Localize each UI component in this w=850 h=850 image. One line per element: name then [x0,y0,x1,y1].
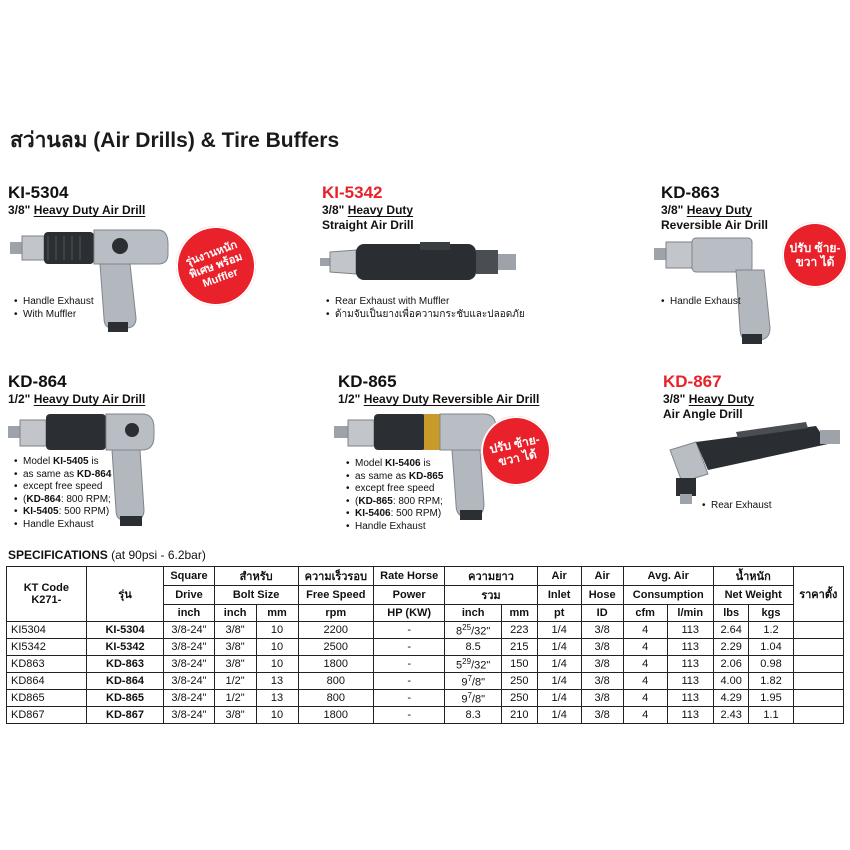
spec-table [6,566,844,724]
product-desc: 3/8" Heavy Duty [322,203,414,217]
product-desc: 3/8" Heavy Duty [663,392,755,406]
product-kd863 [661,183,768,233]
col-kt-code: KT Code K271- [7,567,87,622]
feature-list [14,456,111,531]
feature-item: • Handle Exhaust [355,521,443,534]
page-title: สว่านลม (Air Drills) & Tire Buffers [10,129,340,152]
product-code: KD-865 [338,372,397,391]
product-code: KI-5304 [8,183,69,202]
feature-item-cont: • as same as KD-864 [23,469,111,482]
product-desc-2: Straight Air Drill [322,218,414,232]
spec-header-row [7,567,844,586]
product-kd865 [338,372,539,407]
col-price: ราคาตั้ง [793,567,843,622]
product-desc: 3/8" Heavy Duty Air Drill [8,203,146,217]
angle-drill-image [656,420,846,510]
table-row: KD863 KD-863 3/8-24" 3/8" 10 1800 - $5^{29}/32$" 150 1/4 3/8 4 113 2.06 0.98 [7,656,844,673]
table-row: KD867 KD-867 3/8-24" 3/8" 10 1800 - 8.3 210 1/4 3/8 4 113 2.43 1.1 [7,707,844,724]
feature-item-cont: • (KD-864: 800 RPM; [23,494,111,507]
product-code: KD-863 [661,183,720,202]
feature-list [702,500,772,513]
feature-item: • ด้ามจับเป็นยางเพื่อความกระชับและปลอดภัย [335,309,525,322]
feature-list [346,458,443,533]
product-desc: 1/2" Heavy Duty Air Drill [8,392,146,406]
table-row: KI5304 KI-5304 3/8-24" 3/8" 10 2200 - $8^{25}/32$" 223 1/4 3/8 4 113 2.64 1.2 [7,622,844,639]
spec-heading: SPECIFICATIONS (at 90psi - 6.2bar) [8,548,206,562]
col-hose: Air [581,567,623,586]
feature-item: • Model KI-5406 is [355,458,443,471]
col-length: ความยาว [445,567,537,586]
feature-item: • Handle Exhaust [23,296,94,309]
feature-item: • Rear Exhaust with Muffler [335,296,525,309]
col-square: Square [164,567,214,586]
col-bolt: สำหรับ [214,567,298,586]
table-row: KD865 KD-865 3/8-24" 1/2" 13 800 - $9^7/8$" 250 1/4 3/8 4 113 4.29 1.95 [7,690,844,707]
feature-item: • Handle Exhaust [23,519,111,532]
col-speed: ความเร็วรอบ [298,567,374,586]
heavy-duty-badge: รุ่นงานหนัก พิเศษ พร้อม Muffler [165,215,268,318]
feature-list [14,296,94,321]
product-desc-2: Reversible Air Drill [661,218,768,232]
feature-item: • Model KI-5405 is [23,456,111,469]
feature-list [661,296,741,309]
feature-item-cont: • (KD-865: 800 RPM; [355,496,443,509]
reversible-badge: ปรับ ซ้าย-ขวา ได้ [474,409,557,492]
feature-item: • Handle Exhaust [670,296,741,309]
table-row: KD864 KD-864 3/8-24" 1/2" 13 800 - $9^7/8$" 250 1/4 3/8 4 113 4.00 1.82 [7,673,844,690]
product-ki5304 [8,183,145,218]
product-desc: 3/8" Heavy Duty [661,203,753,217]
feature-item-cont: • except free speed [355,483,443,496]
product-kd867 [663,372,754,422]
product-code: KD-867 [663,372,722,391]
product-code: KD-864 [8,372,67,391]
product-desc: 1/2" Heavy Duty Reversible Air Drill [338,392,540,406]
col-power: Rate Horse [374,567,445,586]
spec-units-row: inch inch mm rpm HP (KW) inch mm pt ID cfm l/min lbs kgs [7,605,844,622]
feature-item-cont: • KI-5406: 500 RPM) [355,508,443,521]
product-kd864 [8,372,145,407]
feature-item-cont: • as same as KD-865 [355,471,443,484]
col-consumption: Avg. Air [623,567,713,586]
feature-item-cont: • KI-5405: 500 RPM) [23,506,111,519]
feature-item-cont: • except free speed [23,481,111,494]
feature-item: • With Muffler [23,309,94,322]
reversible-badge: ปรับ ซ้าย-ขวา ได้ [782,222,848,288]
col-weight: น้ำหนัก [713,567,793,586]
product-ki5342 [322,183,414,233]
product-code: KI-5342 [322,183,383,202]
feature-item: • Rear Exhaust [711,500,772,513]
table-row: KI5342 KI-5342 3/8-24" 3/8" 10 2500 - 8.5 215 1/4 3/8 4 113 2.29 1.04 [7,639,844,656]
col-model: รุ่น [86,567,164,622]
feature-list [326,296,525,321]
straight-drill-image [320,234,520,294]
spec-header-row-2: Drive Bolt Size Free Speed Power รวม Inlet Hose Consumption Net Weight [7,586,844,605]
col-inlet: Air [537,567,581,586]
product-desc-2: Air Angle Drill [663,407,743,421]
